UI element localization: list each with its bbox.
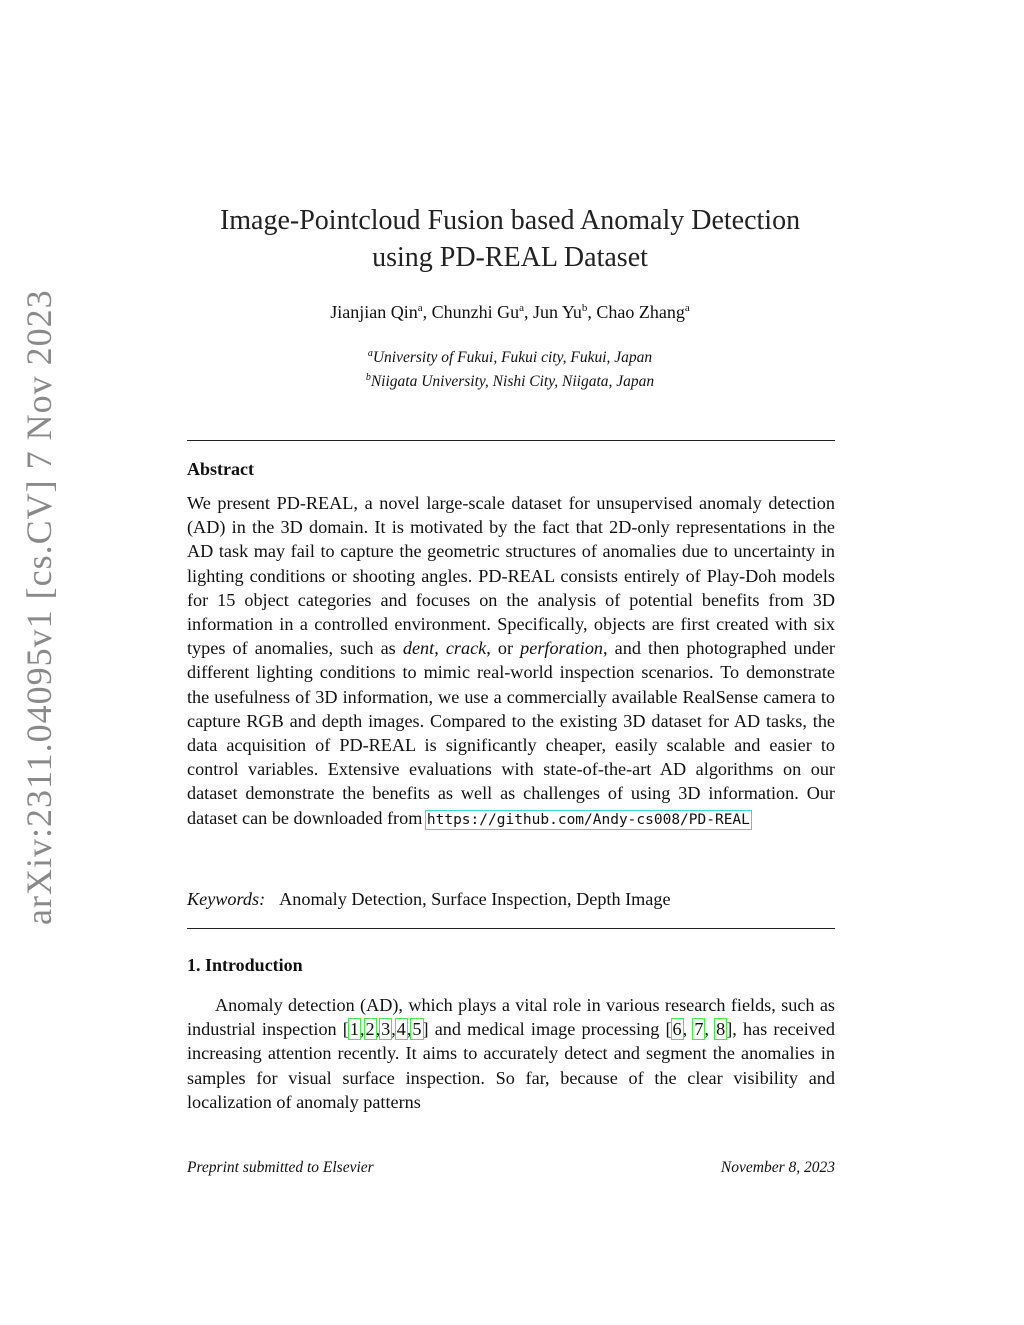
citation-link[interactable]: 8 (716, 1019, 726, 1040)
intro-text: ] and medical image processing [ (422, 1019, 672, 1040)
abstract-separator: , (434, 638, 446, 659)
introduction-paragraph: Anomaly detection (AD), which plays a vital role in various research fields, such as industrial inspection [1,2,3,4,5] and medical image processing [6, 7, 8], has received increasing attention recently. It aims to accurately detect and segment the anomalies in samples for visual surface inspection. So far, because of the clear visibility and localization of anomaly patterns (187, 995, 836, 1112)
author-affiliation-mark: a (684, 302, 690, 314)
abstract-body (187, 491, 835, 832)
keywords-text: Anomaly Detection, Surface Inspection, Depth Image (279, 889, 671, 909)
citation-link[interactable]: 7 (694, 1019, 704, 1040)
footer-date: November 8, 2023 (720, 1159, 835, 1176)
affiliation-text: Niigata University, Nishi City, Niigata, Japan (370, 373, 655, 391)
introduction-heading: 1. Introduction (187, 955, 303, 975)
anomaly-type-perforation: perforation (520, 638, 604, 659)
author-affiliation-mark: a (519, 302, 525, 314)
dataset-link[interactable]: https://github.com/Andy-cs008/PD-REAL (426, 811, 750, 828)
abstract-separator: , or (486, 638, 521, 659)
paper-title (160, 202, 860, 276)
anomaly-type-dent: dent (402, 638, 435, 659)
citation-link[interactable]: 6 (672, 1019, 682, 1040)
citation-link[interactable]: 4 (396, 1019, 406, 1040)
affiliation-item (160, 368, 860, 392)
author-list: Jianjian Qin$^a$, Chunzhi Gu$^a$, Jun Yu$^b$, Chao Zhang$^a$ (330, 302, 690, 322)
abstract-text: , and then photographed under different lighting conditions to mimic real-world inspection scenarios. To demonstrate the usefulness of 3D information, we use a commercially available RealSense camera to capture RGB and depth images. Compared to the existing 3D dataset for AD tasks, the data acquisition of PD-REAL is significantly cheaper, easily scalable and easier to control variables. Extensive evaluations with state-of-the-art AD algorithms on our dataset demonstrate the benefits as well as challenges of using 3D information. Our dataset can be downloaded from (187, 638, 835, 828)
arxiv-identifier-stamp: arXiv:2311.04095v1 [cs.CV] 7 Nov 2023 (19, 289, 59, 925)
affiliation-text: University of Fukui, Fukui city, Fukui, Japan (372, 349, 653, 367)
title-line-1: Image-Pointcloud Fusion based Anomaly Detection (219, 205, 801, 236)
affiliation-mark: b (365, 372, 371, 384)
abstract-bottom-rule (187, 928, 835, 929)
keywords-line (187, 889, 835, 910)
citation-link[interactable]: 3 (381, 1019, 391, 1040)
affiliation-item (160, 344, 860, 368)
author-name: Chao Zhang (596, 302, 685, 322)
title-line-2: using PD-REAL Dataset (372, 242, 648, 273)
affiliation-mark: a (367, 348, 373, 359)
citation-link[interactable]: 2 (365, 1019, 375, 1040)
author-name: Jun Yu (533, 302, 582, 322)
footer-preprint-note: Preprint submitted to Elsevier (187, 1159, 374, 1176)
intro-text: Anomaly detection (AD), which plays a vital role in various research fields, such as industrial inspection [ (187, 995, 835, 1040)
intro-text: ], has received increasing attention recently. It aims to accurately detect and segment the anomalies in samples for visual surface inspection. So far, because of the clear visibility and localization of anomaly patterns (187, 1019, 836, 1112)
citation-link[interactable]: 5 (412, 1019, 422, 1040)
affiliation-list (160, 344, 860, 392)
citation-link[interactable]: 1 (349, 1019, 359, 1040)
abstract-text: We present PD-REAL, a novel large-scale dataset for unsupervised anomaly detection (AD) in the 3D domain. It is motivated by the fact that 2D-only representations in the AD task may fail to capture the geometric structures of anomalies due to uncertainty in lighting conditions or shooting angles. PD-REAL consists entirely of Play-Doh models for 15 object categories and focuses on the analysis of potential benefits from 3D information in a controlled environment. Specifically, objects are first created with six types of anomalies, such as (187, 493, 835, 659)
abstract-top-rule (187, 440, 835, 441)
author-affiliation-mark: b (581, 302, 588, 314)
author-affiliation-mark: a (417, 302, 423, 314)
anomaly-type-crack: crack (445, 638, 487, 659)
author-name: Chunzhi Gu (431, 302, 520, 322)
keywords-label: Keywords: (187, 889, 266, 909)
author-name: Jianjian Qin (330, 302, 418, 322)
abstract-heading: Abstract (187, 459, 254, 479)
